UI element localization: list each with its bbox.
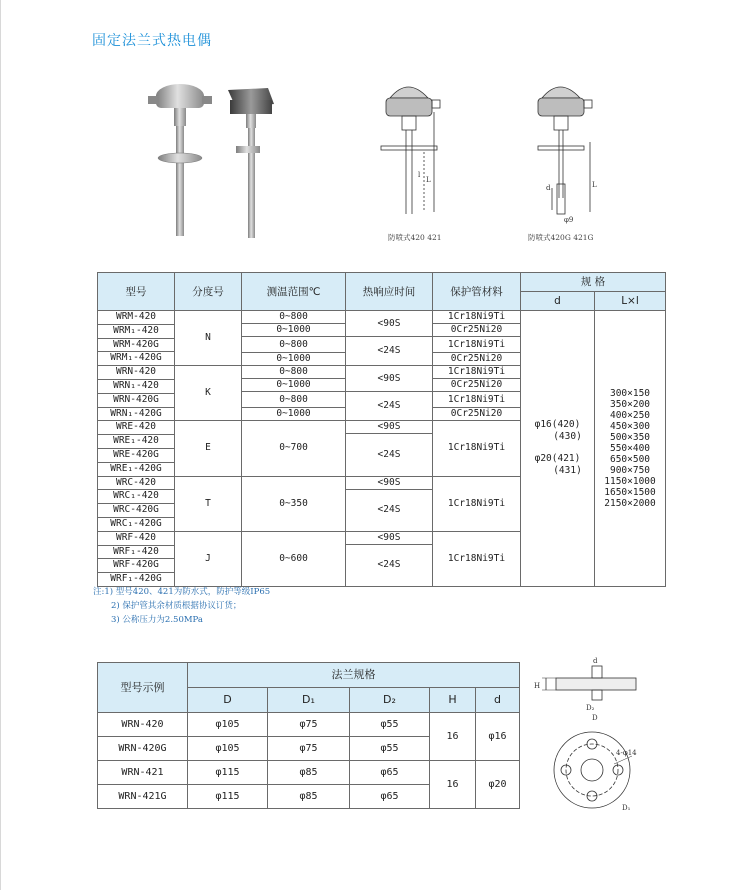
model-item: WRC-420	[115, 476, 157, 488]
dim-d-label: d	[546, 184, 551, 192]
lxl-value: 650×500	[609, 453, 651, 465]
header-d: d	[521, 292, 595, 311]
flange-header-D: D	[188, 688, 268, 713]
header-spec: 规 格	[521, 273, 666, 292]
material-cell: 0Cr25Ni20	[433, 324, 521, 337]
response-cell: <90S	[346, 366, 433, 392]
d-value: (431)	[553, 465, 582, 477]
response-cell: <24S	[346, 544, 433, 586]
model-item: WRF₁-420	[98, 545, 174, 559]
thermocouple-photo-420g	[228, 88, 274, 238]
model-cell-n	[98, 311, 175, 366]
flange-d: φ20	[476, 761, 520, 809]
header-lxl: L×l	[595, 292, 666, 311]
d-value: φ16(420)	[534, 419, 581, 431]
flange-table	[97, 662, 520, 809]
model-item: WRE₁-420	[98, 434, 174, 448]
dim-l-label: l	[418, 171, 421, 179]
model-item: WRC₁-420	[98, 489, 174, 503]
lxl-value: 1650×1500	[604, 486, 656, 498]
flange-D1: φ85	[268, 785, 350, 809]
lxl-value: 500×350	[609, 431, 651, 443]
drawing1-caption: 防喷式420 421	[388, 233, 442, 242]
header-range: 测温范围℃	[242, 273, 346, 311]
model-item: WRM-420	[115, 311, 157, 322]
flange-D: φ115	[188, 785, 268, 809]
lxl-value: 1150×1000	[604, 475, 656, 487]
header-material: 保护管材料	[433, 273, 521, 311]
grade-cell: J	[175, 531, 242, 586]
material-cell: 0Cr25Ni20	[433, 379, 521, 392]
lxl-value: 450×300	[609, 420, 651, 432]
model-item: WRC₁-420G	[98, 517, 174, 531]
material-cell: 1Cr18Ni9Ti	[433, 531, 521, 586]
model-item: WRF-420	[115, 531, 157, 543]
header-response: 热响应时间	[346, 273, 433, 311]
note-item: 3) 公称压力为2.50MPa	[111, 615, 203, 625]
flange-H: 16	[430, 713, 476, 761]
dim-L-label-2: L	[592, 181, 597, 189]
range-cell: 0~1000	[242, 408, 346, 421]
flange-dim-holes: 4-φ14	[616, 749, 637, 757]
drawing-420-421	[378, 72, 448, 222]
d-values-cell	[521, 311, 595, 587]
model-item: WRN₁-420	[98, 379, 174, 393]
model-item: WRM₁-420	[98, 324, 174, 338]
flange-D1: φ75	[268, 713, 350, 737]
range-cell: 0~800	[242, 392, 346, 408]
grade-cell: T	[175, 476, 242, 531]
response-cell: <24S	[346, 434, 433, 476]
dim-phi9-label: φ9	[564, 216, 574, 224]
range-cell: 0~800	[242, 337, 346, 353]
flange-H: 16	[430, 761, 476, 809]
spec-table	[97, 272, 666, 587]
range-cell: 0~600	[242, 531, 346, 586]
material-cell: 1Cr18Ni9Ti	[433, 337, 521, 353]
response-cell: <24S	[346, 489, 433, 531]
d-value: φ20(421)	[534, 453, 581, 465]
lxl-value: 350×200	[609, 398, 651, 410]
material-cell: 1Cr18Ni9Ti	[433, 366, 521, 379]
note-item: 2) 保护管其余材质根据协议订货；	[111, 601, 242, 611]
header-model: 型号	[98, 273, 175, 311]
lxl-value: 2150×2000	[604, 497, 656, 509]
flange-drawing	[532, 652, 642, 822]
dim-L-label: L	[426, 176, 431, 184]
material-cell: 0Cr25Ni20	[433, 408, 521, 421]
flange-dim-D: D	[592, 714, 598, 722]
range-cell: 0~800	[242, 366, 346, 379]
model-item: WRN-420G	[98, 393, 174, 407]
flange-dim-D1: D₁	[622, 804, 631, 812]
flange-D1: φ75	[268, 737, 350, 761]
range-cell: 0~1000	[242, 324, 346, 337]
range-cell: 0~1000	[242, 353, 346, 366]
flange-model: WRN-421	[98, 761, 188, 785]
drawing-420g-421g	[530, 72, 610, 227]
header-grade: 分度号	[175, 273, 242, 311]
flange-dim-d: d	[593, 657, 598, 665]
flange-D2: φ55	[350, 737, 430, 761]
range-cell: 0~350	[242, 476, 346, 531]
notes	[93, 585, 270, 627]
model-item: WRF-420G	[98, 558, 174, 572]
flange-header-H: H	[430, 688, 476, 713]
response-cell: <24S	[346, 392, 433, 421]
flange-D2: φ65	[350, 785, 430, 809]
flange-D2: φ55	[350, 713, 430, 737]
model-cell-e	[98, 421, 175, 476]
model-item: WRN-420	[115, 366, 157, 378]
response-cell: <90S	[346, 476, 433, 489]
range-cell: 0~700	[242, 421, 346, 476]
flange-header-D1: D₁	[268, 688, 350, 713]
page-edge	[0, 0, 1, 890]
flange-model: WRN-420	[98, 713, 188, 737]
model-cell-t	[98, 476, 175, 531]
lxl-value: 400×250	[609, 409, 651, 421]
model-item: WRE-420	[115, 421, 157, 433]
flange-D: φ115	[188, 761, 268, 785]
flange-D: φ105	[188, 737, 268, 761]
flange-D: φ105	[188, 713, 268, 737]
lxl-value: 300×150	[609, 387, 651, 399]
model-item: WRN₁-420G	[98, 407, 174, 421]
material-cell: 1Cr18Ni9Ti	[433, 421, 521, 476]
grade-cell: N	[175, 311, 242, 366]
range-cell: 0~1000	[242, 379, 346, 392]
model-item: WRF₁-420G	[98, 572, 174, 586]
flange-header-model: 型号示例	[98, 663, 188, 713]
lxl-value: 900×750	[609, 464, 651, 476]
lxl-values-cell	[595, 311, 666, 587]
range-cell: 0~800	[242, 311, 346, 324]
flange-D2: φ65	[350, 761, 430, 785]
grade-cell: K	[175, 366, 242, 421]
model-item: WRE₁-420G	[98, 462, 174, 476]
model-item: WRE-420G	[98, 448, 174, 462]
model-item: WRC-420G	[98, 503, 174, 517]
grade-cell: E	[175, 421, 242, 476]
flange-dim-D2: D₂	[586, 704, 595, 712]
flange-header-D2: D₂	[350, 688, 430, 713]
flange-D1: φ85	[268, 761, 350, 785]
response-cell: <90S	[346, 531, 433, 544]
response-cell: <24S	[346, 337, 433, 366]
material-cell: 0Cr25Ni20	[433, 353, 521, 366]
material-cell: 1Cr18Ni9Ti	[433, 392, 521, 408]
flange-d: φ16	[476, 713, 520, 761]
material-cell: 1Cr18Ni9Ti	[433, 476, 521, 531]
product-photos	[140, 78, 290, 243]
page-title: 固定法兰式热电偶	[92, 33, 212, 49]
material-cell: 1Cr18Ni9Ti	[433, 311, 521, 324]
note-item: 注:1) 型号420、421为防水式，防护等级IP65	[93, 587, 271, 597]
flange-dim-H: H	[534, 682, 541, 690]
model-cell-k	[98, 366, 175, 421]
thermocouple-photo-420	[148, 84, 212, 236]
model-item: WRM-420G	[98, 338, 174, 352]
drawing2-caption: 防喷式420G 421G	[528, 233, 594, 242]
lxl-value: 550×400	[609, 442, 651, 454]
response-cell: <90S	[346, 311, 433, 337]
response-cell: <90S	[346, 421, 433, 434]
flange-model: WRN-421G	[98, 785, 188, 809]
model-cell-j	[98, 531, 175, 586]
model-item: WRM₁-420G	[98, 351, 174, 365]
d-value: (430)	[553, 431, 582, 443]
flange-header-spec: 法兰规格	[188, 663, 520, 688]
flange-model: WRN-420G	[98, 737, 188, 761]
flange-header-d: d	[476, 688, 520, 713]
